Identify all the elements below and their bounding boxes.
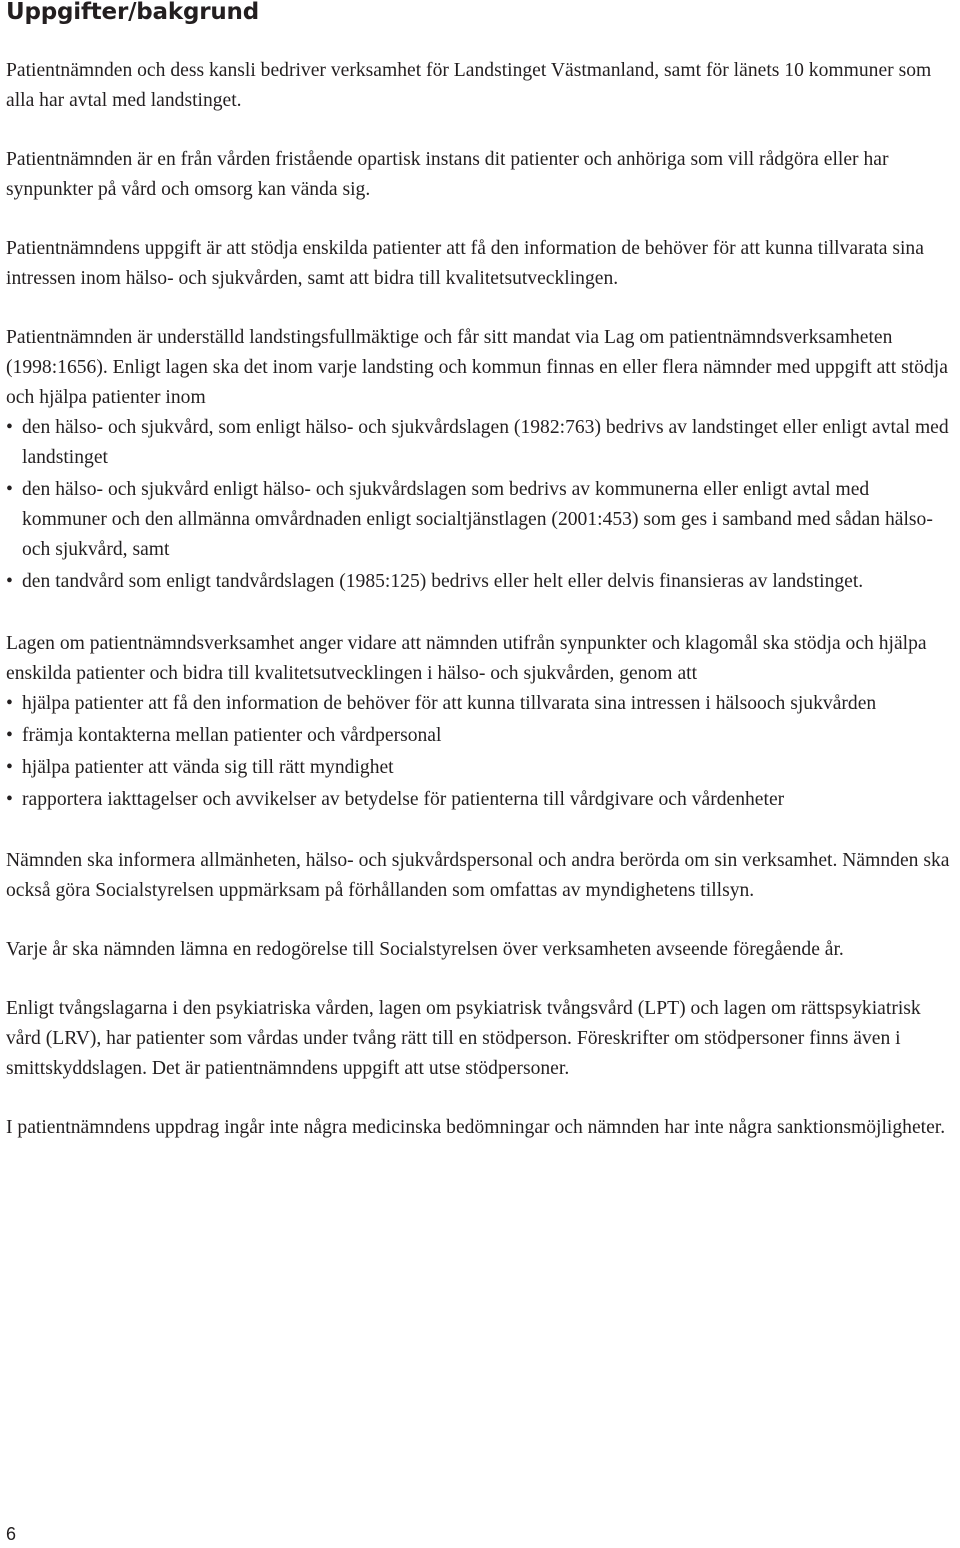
bullet-list-scope bbox=[6, 413, 956, 597]
page-number: 6 bbox=[6, 1524, 17, 1544]
paragraph-limitations: I patientnämndens uppdrag ingår inte några medicinska bedömningar och nämnden har inte några sanktionsmöjligheter. bbox=[6, 1117, 946, 1138]
paragraph-support-persons: Enligt tvångslagarna i den psykiatriska vården, lagen om psykiatrisk tvångsvård (LPT) och lagen om rättspsykiatrisk vård (LRV), har patienter som vårdas under tvång rätt till en stödperson. Föreskrifter om stödpersoner finns även i smittskyddslagen. Det är patientnämndens uppgift att utse stödpersoner. bbox=[6, 998, 921, 1079]
list-item: • främja kontakterna mellan patienter och vårdpersonal bbox=[6, 721, 956, 751]
paragraph-mission: Patientnämndens uppgift är att stödja enskilda patienter att få den information de behöver för att kunna tillvarata sina intressen inom hälso- och sjukvården, samt att bidra till kvalitetsutvecklingen. bbox=[6, 238, 924, 289]
list-item: • rapportera iakttagelser och avvikelser av betydelse för patienterna till vårdgivare och vårdenheter bbox=[6, 785, 956, 815]
list-item: • den tandvård som enligt tandvårdslagen (1985:125) bedrivs eller helt eller delvis finansieras av landstinget. bbox=[6, 567, 956, 597]
paragraph-law-tasks: Lagen om patientnämndsverksamhet anger vidare att nämnden utifrån synpunkter och klagomål ska stödja och hjälpa enskilda patienter och bidra till kvalitetsutvecklingen i hälso- och sjukvården, genom att bbox=[6, 633, 927, 684]
list-item: • hjälpa patienter att få den information de behöver för att kunna tillvarata sina intressen i hälsooch sjukvården bbox=[6, 689, 956, 719]
list-item: • den hälso- och sjukvård enligt hälso- och sjukvårdslagen som bedrivs av kommunerna eller enligt avtal med kommuner och den allmänna omvårdnaden enligt socialtjänstlagen (2001:453) som ges i samband med sådan hälso- och sjukvård, samt bbox=[6, 475, 956, 565]
document-page bbox=[6, 0, 956, 1143]
paragraph-information-duty: Nämnden ska informera allmänheten, hälso- och sjukvårdspersonal och andra berörda om sin verksamhet. Nämnden ska också göra Socialstyrelsen uppmärksam på förhållanden som omfattas av myndighetens tillsyn. bbox=[6, 850, 950, 901]
list-item: • den hälso- och sjukvård, som enligt hälso- och sjukvårdslagen (1982:763) bedrivs av landstinget eller enligt avtal med landstinget bbox=[6, 413, 956, 473]
paragraph-annual-report: Varje år ska nämnden lämna en redogörelse till Socialstyrelsen över verksamheten avseende föregående år. bbox=[6, 939, 844, 960]
paragraph-scope-of-office: Patientnämnden och dess kansli bedriver verksamhet för Landstinget Västmanland, samt för länets 10 kommuner som alla har avtal med landstinget. bbox=[6, 60, 932, 111]
section-title: Uppgifter/bakgrund bbox=[6, 0, 259, 25]
paragraph-independent-instance: Patientnämnden är en från vården fristående opartisk instans dit patienter och anhöriga som vill rådgöra eller har synpunkter på vård och omsorg kan vända sig. bbox=[6, 149, 889, 200]
list-item: • hjälpa patienter att vända sig till rätt myndighet bbox=[6, 753, 956, 783]
paragraph-mandate: Patientnämnden är underställd landstingsfullmäktige och får sitt mandat via Lag om patientnämndsverksamheten (1998:1656). Enligt lagen ska det inom varje landsting och kommun finnas en eller flera nämnder med uppgift att stödja och hjälpa patienter inom bbox=[6, 327, 948, 408]
bullet-list-tasks bbox=[6, 689, 956, 815]
